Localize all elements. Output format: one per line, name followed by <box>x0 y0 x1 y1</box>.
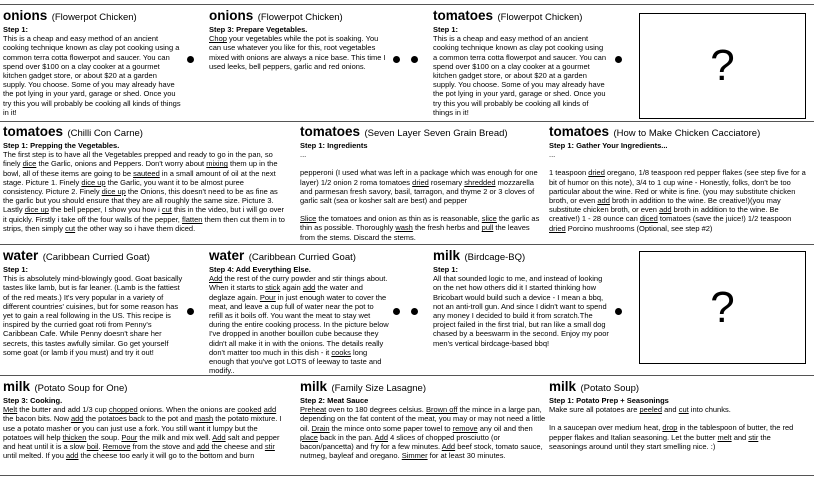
text-run: the garlic as thin as possible. Thoroughly <box>300 214 540 233</box>
text-run: broth in addition to the wine. Be creative!) 1 - 28 ounce can <box>549 205 779 224</box>
action-word: cut <box>65 223 76 233</box>
step-paragraph <box>3 405 285 460</box>
action-word: Pour <box>121 432 138 442</box>
text-run: broth in addition to the wine. Be creative!)(you may substitute chicken broth, or even <box>549 196 781 215</box>
action-word: place <box>300 432 318 442</box>
action-word: stir <box>748 432 759 442</box>
action-word: add <box>70 414 84 424</box>
text-run: the cheese too early it will go to the bottom and burn <box>78 451 255 461</box>
text-run: them up in the bowl, all of these items are going to be <box>3 159 278 178</box>
card-title: milk (Potato Soup for One) <box>3 379 128 394</box>
image-placeholder: ? <box>639 13 806 119</box>
bullet-dot <box>615 56 622 63</box>
row-divider-1 <box>0 121 814 122</box>
step-paragraph <box>549 405 809 414</box>
action-word: diced <box>639 214 658 224</box>
action-word: Brown off <box>425 405 458 415</box>
action-word: sauteed <box>133 168 160 178</box>
text-run: the fresh herbs and <box>412 223 482 233</box>
action-word: Drain <box>311 423 330 433</box>
recipe-card <box>209 8 389 71</box>
text-run: the other way so i have them diced. <box>75 223 196 233</box>
action-word: cooks <box>331 347 351 357</box>
recipe-card <box>3 124 285 233</box>
step-heading: Step 1: Gather Your Ingredients... <box>549 141 668 150</box>
text-run: your vegetables while the pot is soaking. You can use whatever you like for this, root vegetables mixed with onions are always a nice base. This time I used leeks, bell peppers, garlic and red onions. <box>209 34 386 71</box>
step-text <box>549 150 809 233</box>
bullet-dot <box>411 308 418 315</box>
text-run: the milk and mix well. <box>137 432 213 442</box>
text-run: for at least 30 minutes. <box>427 451 506 461</box>
text-run: in just enough water to cover the meat, and leave a cup full of water near the pot to refill as it boils off. You want the meat to stay wet during the entire cooking process. In the picture below I've dropped in another bouillon cube because they didn't all make it in with the onions. The details really don't matter too much in this dish - it <box>209 292 389 357</box>
recipe-card <box>549 379 809 451</box>
text-run: the tomatoes and onion as thin as is reasonable, <box>316 214 482 224</box>
action-word: add <box>302 283 316 293</box>
recipe-card <box>3 8 181 117</box>
text-run: salt and pepper and heat until it is a slow <box>3 432 280 452</box>
step-paragraph <box>3 34 181 117</box>
step-text <box>433 274 611 348</box>
step-paragraph <box>300 214 546 242</box>
card-title: milk (Birdcage-BQ) <box>433 248 526 263</box>
text-run: again <box>280 283 303 293</box>
step-heading: Step 3: Cooking. <box>3 396 63 405</box>
text-run: the potato mixture. I use a potato masher or you can just use a fork. You still want it lumpy but the potatoes will help <box>3 414 282 442</box>
action-word: dice <box>22 159 37 169</box>
action-word: Chop <box>209 34 227 44</box>
step-paragraph <box>433 34 609 117</box>
text-run: the bell pepper, I show you how i <box>48 205 162 215</box>
action-word: remove <box>452 423 478 433</box>
text-run: and <box>731 432 749 442</box>
text-run: long enough that you've got LOTS of leeway to taste and modify.. <box>209 347 382 376</box>
text-run: the Garlic, onions and Peppers. Don't worry about <box>36 159 207 169</box>
row-divider-2 <box>0 244 814 245</box>
card-title: onions (Flowerpot Chicken) <box>3 8 137 23</box>
action-word: mixing <box>206 159 228 169</box>
card-title: tomatoes (Flowerpot Chicken) <box>433 8 583 23</box>
step-heading: Step 2: Meat Sauce <box>300 396 369 405</box>
text-run: This is a cheap and easy method of an ancient cooking technique known as clay pot cooking using a common terra cotta flowerpot and saucer. You can spend over $100 on a clay cooker at a gourmet kitchen gadget store, or about $20 at a garden supply. You choose. Some of you may already have the pot lying in your yard, garage or shed. Once you try this you will probably be cooking all kinds of things in it! <box>433 34 607 117</box>
action-word: peeled <box>639 405 662 415</box>
recipe-card <box>433 248 611 348</box>
card-title: milk (Family Size Lasagne) <box>300 379 426 394</box>
card-title: water (Caribbean Curried Goat) <box>209 248 356 263</box>
action-word: stir <box>264 442 275 452</box>
text-run: this in the video, but i will go over it quickly. Firstly i take off the four walls of the pepper, <box>3 205 285 224</box>
text-run: into chunks. <box>688 405 731 415</box>
action-word: add <box>597 196 610 206</box>
text-run: the rest of the curry powder and stir things about. When it starts to <box>209 274 388 293</box>
text-run: . <box>98 442 103 452</box>
action-word: Add <box>441 442 456 452</box>
text-run: 1 teaspoon <box>549 168 589 178</box>
action-word: thicken <box>62 432 87 442</box>
step-heading: Step 3: Prepare Vegetables. <box>209 25 308 34</box>
action-word: slice <box>481 214 497 224</box>
bullet-dot <box>393 56 400 63</box>
recipe-card <box>300 379 546 460</box>
action-word: cooked <box>237 405 262 415</box>
step-text <box>3 34 181 117</box>
text-run: tomatoes (save the juice!) 1/2 teaspoon <box>657 214 792 224</box>
step-paragraph <box>300 150 546 159</box>
step-heading: Step 1: <box>433 265 459 274</box>
action-word: Preheat <box>300 405 327 415</box>
action-word: dried <box>412 177 429 187</box>
text-run: the soup. <box>86 432 122 442</box>
row-divider-bottom <box>0 475 814 476</box>
recipe-card <box>433 8 609 117</box>
card-title: tomatoes (How to Make Chicken Cacciatore) <box>549 124 761 139</box>
step-paragraph <box>3 150 285 233</box>
text-run: pepperoni (I used what was left in a package which was enough for one layer) 1/2 onion 2 roma tomatoes <box>300 168 538 187</box>
action-word: dried <box>549 223 566 233</box>
step-paragraph <box>549 168 809 232</box>
recipe-card <box>300 124 546 242</box>
text-run: Make sure all potatoes are <box>549 405 640 415</box>
text-run: them then cut them in to strips, then simply <box>3 214 285 233</box>
step-paragraph <box>549 423 809 451</box>
action-word: Melt <box>3 405 18 415</box>
text-run: from the stove and <box>130 442 197 452</box>
text-run: and <box>662 405 679 415</box>
action-word: dice up <box>24 205 49 215</box>
text-run: In a saucepan over medium heat, <box>549 423 663 433</box>
text-run: oregano, 1/8 teaspoon red pepper flakes (see step five for a bit of humor on this note), 3/4 to 1 cup wine - Honestly, folks, don't be too particular about the wine. Red or white is fine. (you may substitute chicken broth, or even <box>549 168 806 206</box>
text-run: This is absolutely mind-blowingly good. Goat basically tastes like lamb, but is far leaner. (Lamb is the fattiest of the red meats.) It's very popular in a variety of different countries' cuisines, but for some reason has yet to gain a real following in the US. This recipe is inspired by the curried goat roti from Penny's Caribbean Cafe. While Penny doesn't share her secrets, this tastes awfully similar. Go get yourself some goat (or lamb if you must) and try it out! <box>3 274 183 357</box>
text-run: any oil and then <box>477 423 533 433</box>
text-run: oven to 180 degrees celsius. <box>326 405 426 415</box>
action-word: chopped <box>108 405 138 415</box>
action-word: melt <box>717 432 732 442</box>
text-run: mozzarella and parmesan fresh savory, basil, tarragon, and thyme 2 or 3 cloves of garlic salt (sea or kosher salt are best) and pepper <box>300 177 535 206</box>
recipe-card <box>549 124 809 233</box>
step-heading: Step 1: Ingredients <box>300 141 368 150</box>
text-run: ... <box>300 150 307 160</box>
action-word: dice up <box>101 187 126 197</box>
text-run: the cheese and <box>209 442 265 452</box>
action-word: boil <box>86 442 99 452</box>
recipe-card <box>209 248 389 375</box>
image-placeholder: ? <box>639 251 806 364</box>
action-word: stick <box>265 283 281 293</box>
step-heading: Step 1: <box>3 265 29 274</box>
step-heading: Step 1: Prepping the Vegetables. <box>3 141 120 150</box>
step-text <box>209 34 389 71</box>
action-word: Simmer <box>401 451 428 461</box>
action-word: cut <box>678 405 689 415</box>
text-run: ... <box>549 150 556 160</box>
step-text <box>433 34 609 117</box>
step-paragraph <box>3 274 183 357</box>
bullet-dot <box>615 308 622 315</box>
action-word: Slice <box>300 214 317 224</box>
text-run: in a small amount of oil at the next stage. Picture 1. Finely <box>3 168 276 187</box>
step-paragraph <box>433 274 611 348</box>
action-word: Add <box>374 432 389 442</box>
step-heading: Step 1: Potato Prep + Seasonings <box>549 396 669 405</box>
step-heading: Step 4: Add Everything Else. <box>209 265 311 274</box>
step-paragraph <box>209 274 389 375</box>
action-word: flatten <box>181 214 203 224</box>
card-title: milk (Potato Soup) <box>549 379 640 394</box>
text-run: the mince onto some paper towel to <box>329 423 453 433</box>
action-word: add <box>263 405 277 415</box>
text-run: The first step is to have all the Vegetables prepped and ready to go in the pan, so finely <box>3 150 273 169</box>
bullet-dot <box>393 308 400 315</box>
text-run: in the tablespoon of butter, the red pepper flakes and Italian seasoning. Let the butter <box>549 423 794 442</box>
action-word: pull <box>481 223 494 233</box>
text-run: the mince in a large pan, depending on the fat content of the meat, you may or may not need a little oil. <box>300 405 546 433</box>
step-paragraph <box>300 168 546 205</box>
recipe-card <box>3 379 285 460</box>
step-text <box>3 150 285 233</box>
card-title: tomatoes (Seven Layer Seven Grain Bread) <box>300 124 508 139</box>
text-run: rosemary <box>428 177 465 187</box>
action-word: Add <box>209 274 223 284</box>
text-run: the bacon bits. Now <box>3 414 71 424</box>
step-text <box>3 274 183 357</box>
step-heading: Step 1: <box>3 25 29 34</box>
action-word: add <box>659 205 672 215</box>
text-run: Porcino mushrooms (Optional, see step #2) <box>565 223 713 233</box>
text-run: the water and deglaze again. <box>209 283 363 302</box>
step-paragraph <box>209 34 389 71</box>
action-word: wash <box>395 223 413 233</box>
text-run: onions. When the onions are <box>137 405 238 415</box>
text-run: the leaves from the stems. Discard the stems. <box>300 223 530 242</box>
bullet-dot <box>411 56 418 63</box>
text-run: the seasonings around until they start smelling nice. :) <box>549 432 771 451</box>
action-word: Add <box>212 432 226 442</box>
row-divider-3 <box>0 375 814 376</box>
action-word: add <box>65 451 79 461</box>
text-run: the potatoes back to the pot and <box>83 414 195 424</box>
card-title: onions (Flowerpot Chicken) <box>209 8 343 23</box>
action-word: Pour <box>259 292 276 302</box>
action-word: Remove <box>102 442 131 452</box>
bullet-dot <box>187 308 194 315</box>
step-text <box>549 405 809 451</box>
step-text <box>209 274 389 375</box>
step-paragraph <box>549 150 809 159</box>
text-run: All that sounded logic to me, and instead of looking on the net how others did it I started thinking how Bricobart would build such a device - I mean a bbq, not an anti-troll gun. And since I didn't want to spend any money I decided to build it from scratch.The project failed in the first trial, but ran like a small dog chased by a beeswarm in the second. Enjoy my poor men's vertical birdcage-based bbq! <box>433 274 609 348</box>
recipe-card <box>3 248 183 357</box>
text-run: the butter and add 1/3 cup <box>17 405 109 415</box>
text-run: back in the pan. <box>317 432 375 442</box>
action-word: mash <box>194 414 214 424</box>
text-run: This is a cheap and easy method of an ancient cooking technique known as clay pot cooking using a common terra cotta flowerpot and saucer. You can spend over $100 on a clay cooker at a gourmet kitchen gadget store, or about $20 at a garden supply. You choose. Some of you may already have the pot lying in your yard, garage or shed. Once you try this you will probably be cooking all kinds of things in it! <box>3 34 181 117</box>
step-text <box>300 150 546 242</box>
bullet-dot <box>187 56 194 63</box>
action-word: shredded <box>464 177 496 187</box>
action-word: drop <box>662 423 678 433</box>
card-title: tomatoes (Chilli Con Carne) <box>3 124 143 139</box>
text-run: 4 slices of chopped prosciutto (or bacon/pancetta) and fry for a few minutes. <box>300 432 501 452</box>
text-run: beef stock, tomato sauce, nutmeg, bayleaf and oregano. <box>300 442 543 461</box>
card-title: water (Caribbean Curried Goat) <box>3 248 150 263</box>
text-run: the Garlic, you want it to be almost puree consistency. Picture 2. Finely <box>3 177 244 197</box>
text-run: until melted. If you <box>3 451 66 461</box>
action-word: dried <box>588 168 605 178</box>
action-word: add <box>196 442 210 452</box>
step-text <box>3 405 285 460</box>
action-word: dice up <box>81 177 106 187</box>
action-word: cut <box>161 205 172 215</box>
step-paragraph <box>300 405 546 460</box>
text-run: the Onions, this doesn't need to be as fine as the garlic but you should ensure that they are all roughly the same size. Picture 3. Lastly <box>3 187 278 215</box>
step-heading: Step 1: <box>433 25 459 34</box>
step-text <box>300 405 546 460</box>
row-divider-top <box>0 4 814 5</box>
